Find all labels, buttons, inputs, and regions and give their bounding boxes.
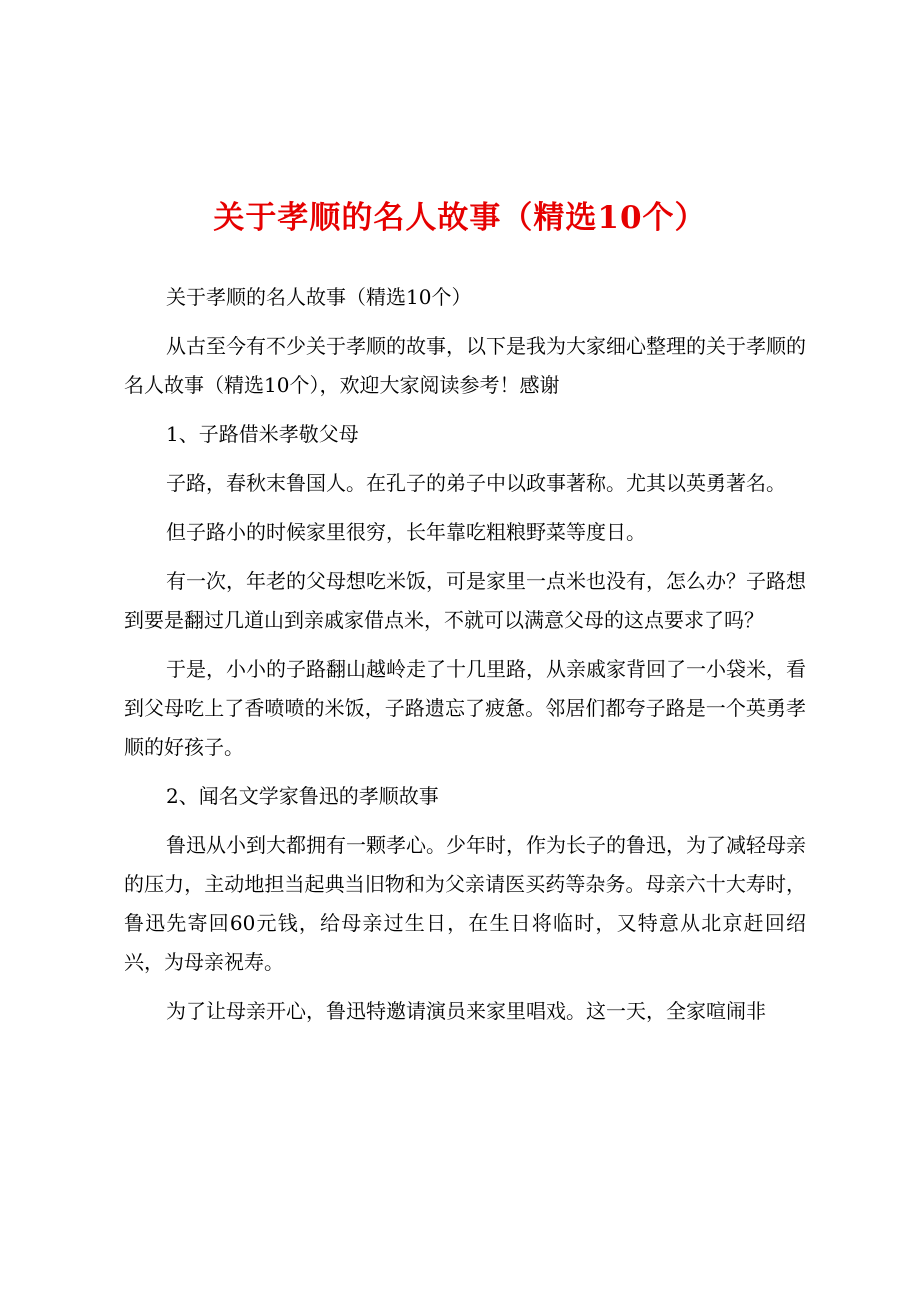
section-heading-1: 1、子路借米孝敬父母 <box>166 422 359 446</box>
section-heading-2: 2、闻名文学家鲁迅的孝顺故事 <box>166 784 439 808</box>
paragraph: 为了让母亲开心，鲁迅特邀请演员来家里唱戏。这一天，全家喧闹非 <box>166 999 766 1023</box>
paragraph: 子路，春秋末鲁国人。在孔子的弟子中以政事著称。尤其以英勇著名。 <box>166 471 786 495</box>
paragraph-intro: 从古至今有不少关于孝顺的故事，以下是我为大家细心整理的关于孝顺的名人故事（精选10个），欢迎大家阅读参考！感谢 <box>124 334 806 397</box>
paragraph: 但子路小的时候家里很穷，长年靠吃粗粮野菜等度日。 <box>166 520 646 544</box>
paragraph-subtitle: 关于孝顺的名人故事（精选10个） <box>166 285 472 309</box>
paragraph: 鲁迅从小到大都拥有一颗孝心。少年时，作为长子的鲁迅，为了减轻母亲的压力，主动地担当起典当旧物和为父亲请医买药等杂务。母亲六十大寿时，鲁迅先寄回60元钱，给母亲过生日，在生日将临时，又特意从北京赶回绍兴，为母亲祝寿。 <box>124 833 806 974</box>
paragraph: 于是，小小的子路翻山越岭走了十几里路，从亲戚家背回了一小袋米，看到父母吃上了香喷喷的米饭，子路遗忘了疲惫。邻居们都夸子路是一个英勇孝顺的好孩子。 <box>124 657 806 759</box>
document-title: 关于孝顺的名人故事（精选10个） <box>213 200 707 236</box>
document-body <box>124 278 806 1041</box>
paragraph: 有一次，年老的父母想吃米饭，可是家里一点米也没有，怎么办？子路想到要是翻过几道山到亲戚家借点米，不就可以满意父母的这点要求了吗？ <box>124 569 806 632</box>
